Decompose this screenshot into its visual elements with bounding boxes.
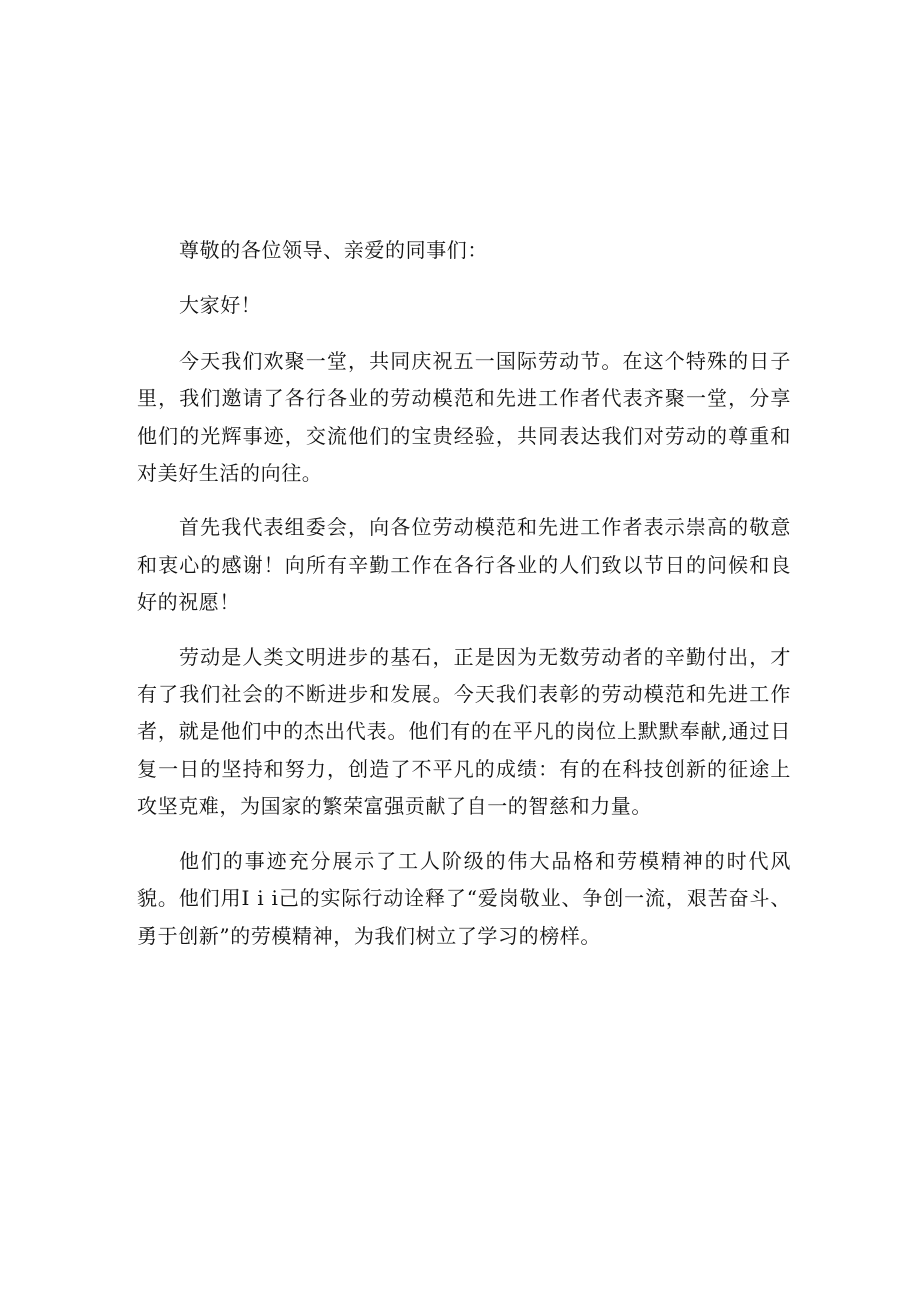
paragraph-celebration: 今天我们欢聚一堂，共同庆祝五一国际劳动节。在这个特殊的日子里，我们邀请了各行各业的劳动模范和先进工作者代表齐聚一堂，分享他们的光辉事迹，交流他们的宝贵经验，共同表达我们对劳动的尊重和对美好生活的向往。 [137, 348, 791, 486]
paragraph-labor-foundation: 劳动是人类文明进步的基石，正是因为无数劳动者的辛勤付出，才有了我们社会的不断进步和发展。今天我们表彰的劳动模范和先进工作者，就是他们中的杰出代表。他们有的在平凡的岗位上默默奉献,通过日复一日的坚持和努力，创造了不平凡的成绩：有的在科技创新的征途上攻坚克难，为国家的繁荣富强贡献了自一的智慈和力量。 [137, 644, 791, 819]
document-body [137, 232, 791, 972]
salutation-line: 尊敬的各位领导、亲爱的同事们： [179, 238, 488, 262]
greeting-line: 大家好！ [179, 293, 262, 318]
paragraph-thanks: 首先我代表组委会，向各位劳动模范和先进工作者表示崇高的敬意和衷心的感谢！向所有辛勤工作在各行各业的人们致以节日的问候和良好的祝愿！ [137, 515, 791, 615]
paragraph-model-spirit: 他们的事迹充分展示了工人阶级的伟大品格和劳模精神的时代风貌。他们用I i i己的实际行动诠释了“爱岗敬业、争创一流，艰苦奋斗、勇于创新”的劳模精神，为我们树立了学习的榜样。 [137, 848, 791, 948]
